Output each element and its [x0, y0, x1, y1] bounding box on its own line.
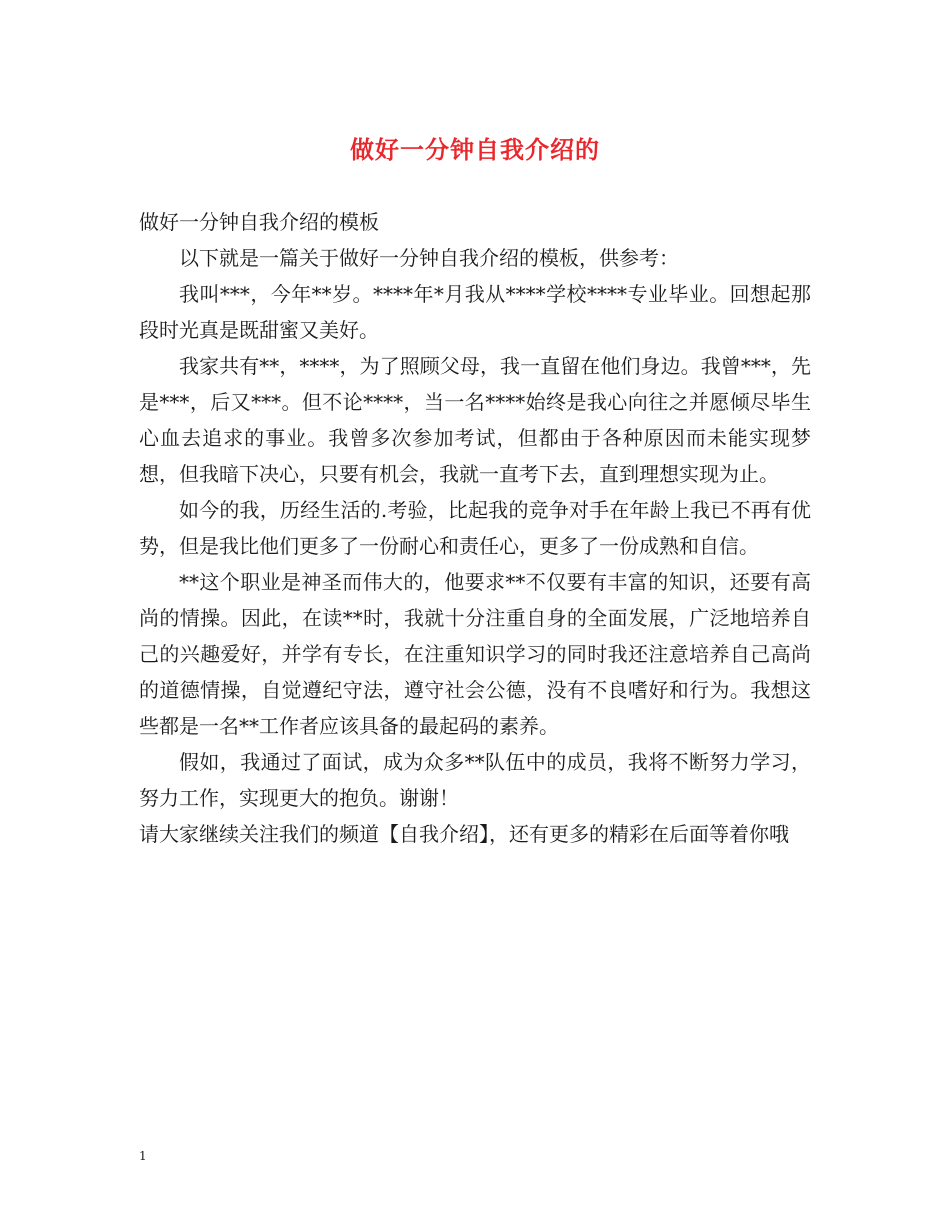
- paragraph-experience: 如今的我，历经生活的.考验，比起我的竞争对手在年龄上我已不再有优势，但是我比他们更多了一份耐心和责任心，更多了一份成熟和自信。: [139, 498, 811, 558]
- channel-note: 请大家继续关注我们的频道【自我介绍】，还有更多的精彩在后面等着你哦: [139, 822, 789, 846]
- paragraph-intro: 以下就是一篇关于做好一分钟自我介绍的模板，供参考：: [179, 246, 679, 270]
- paragraph-family-career: 我家共有**，****，为了照顾父母，我一直留在他们身边。我曾***，先是***，后又***。但不论****，当一名****始终是我心向往之并愿倾尽毕生心血去追求的事业。我曾多次参加考试，但都由于各种原因而未能实现梦想，但我暗下决心，只要有机会，我就一直考下去，直到理想实现为止。: [139, 354, 811, 486]
- paragraph-closing: 假如，我通过了面试，成为众多**队伍中的成员，我将不断努力学习，努力工作，实现更大的抱负。谢谢！: [139, 750, 811, 810]
- page-title: 做好一分钟自我介绍的: [350, 135, 600, 164]
- document-subtitle: 做好一分钟自我介绍的模板: [139, 210, 379, 234]
- page-number: 1: [139, 1149, 147, 1163]
- paragraph-name-age: 我叫***，今年**岁。****年*月我从****学校****专业毕业。回想起那段时光真是既甜蜜又美好。: [139, 282, 811, 342]
- paragraph-profession: **这个职业是神圣而伟大的，他要求**不仅要有丰富的知识，还要有高尚的情操。因此，在读**时，我就十分注重自身的全面发展，广泛地培养自己的兴趣爱好，并学有专长，在注重知识学习的同时我还注意培养自己高尚的道德情操，自觉遵纪守法，遵守社会公德，没有不良嗜好和行为。我想这些都是一名**工作者应该具备的最起码的素养。: [139, 570, 811, 738]
- document-body: [139, 204, 811, 852]
